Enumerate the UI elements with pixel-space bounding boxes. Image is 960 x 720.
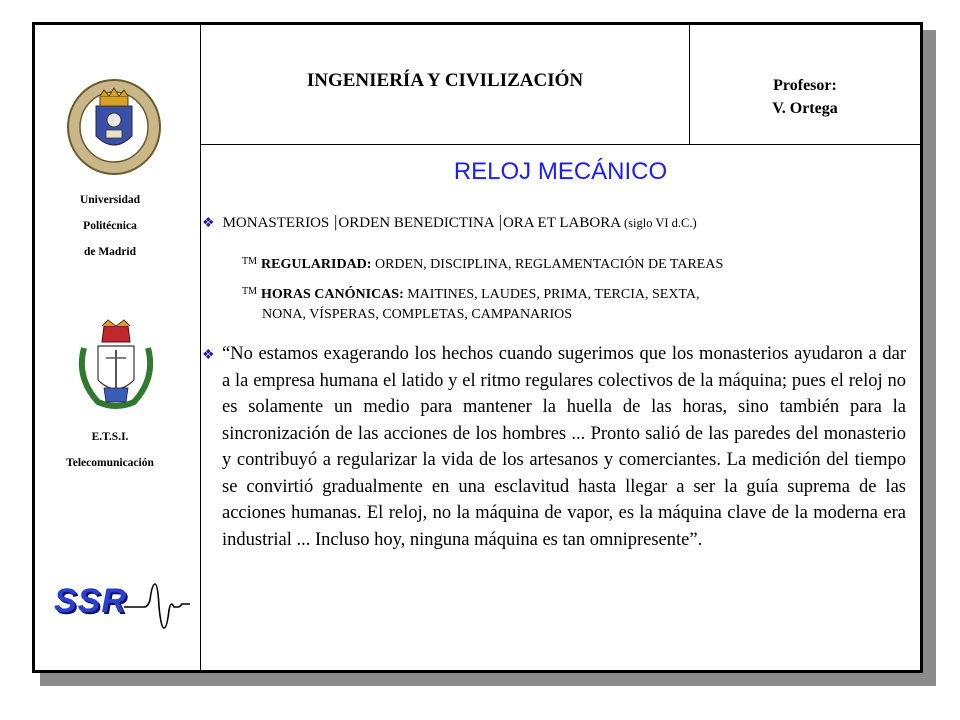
diamond-bullet-icon: ❖ [202,216,215,231]
etsi-coat-of-arms-icon [76,318,156,410]
bullet1-part3: ORA ET LABORA [502,215,621,231]
tm-marker: TM [242,286,257,297]
course-title: INGENIERÍA Y CIVILIZACIÓN [306,70,584,91]
sub-bullet-text: ORDEN, DISCIPLINA, REGLAMENTACIÓN DE TAREAS [374,257,724,272]
bullet1-separator-2: | [498,212,502,231]
university-line3: de Madrid [83,246,137,258]
professor-block [690,74,920,120]
ssr-logo-text: SSR [54,582,127,620]
university-line2: Politécnica [83,220,137,232]
university-line1: Universidad [79,194,141,206]
bullet1-part1: MONASTERIOS [222,215,330,231]
mumford-quote: “No estamos exagerando los hechos cuando sugerimos que los monasterios ayudaron a dar a la empresa humana el latido y el ritmo regulares colectivos de la máquina; pues el reloj no es solamente un medio para mantener la huella de las horas, sino también para la sincronización de las acciones de los hombres ... Pronto salió de las paredes del monasterio y contribuyó a regularizar la vida de los artesanos y comerciantes. La medición del tiempo se convirtió gradualmente en una esclavitud hasta llegar a ser la guía suprema de las acciones humanas. El reloj, no la máquina de vapor, es la máquina clave de la moderna era industrial ... Incluso hoy, ninguna máquina es tan omnipresente”. [222,344,906,550]
upm-seal-icon [66,78,162,176]
sub-bullet-label: HORAS CANÓNICAS: [261,287,404,302]
sub-bullet-label: REGULARIDAD: [261,257,372,272]
bullet1-separator-1: | [334,212,338,231]
school-line1: E.T.S.I. [91,431,129,443]
bullet1-note: (siglo VI d.C.) [623,216,697,230]
professor-name: V. Ortega [772,100,838,117]
school-line2: Telecomunicación [66,457,154,469]
professor-label: Profesor: [773,77,837,94]
school-name [40,424,180,476]
sub-bullet-horas-canonicas [242,282,699,325]
tm-marker: TM [242,256,257,267]
sub-bullet-regularidad [242,252,723,275]
sub-bullet-text: MAITINES, LAUDES, PRIMA, TERCIA, SEXTA, [407,287,700,302]
ssr-logo [54,580,190,630]
sidebar-divider [200,24,201,671]
sub-bullet-text-cont: NONA, VÍSPERAS, COMPLETAS, CAMPANARIOS [262,307,573,322]
slide-title: RELOJ MECÁNICO [453,158,668,185]
bullet1-part2: ORDEN BENEDICTINA [338,215,494,231]
header-bottom-line [200,144,921,145]
university-name [40,187,180,265]
signal-wave-icon [124,580,190,630]
diamond-bullet-icon: ❖ [202,348,215,363]
bullet-monasterios [202,212,697,232]
